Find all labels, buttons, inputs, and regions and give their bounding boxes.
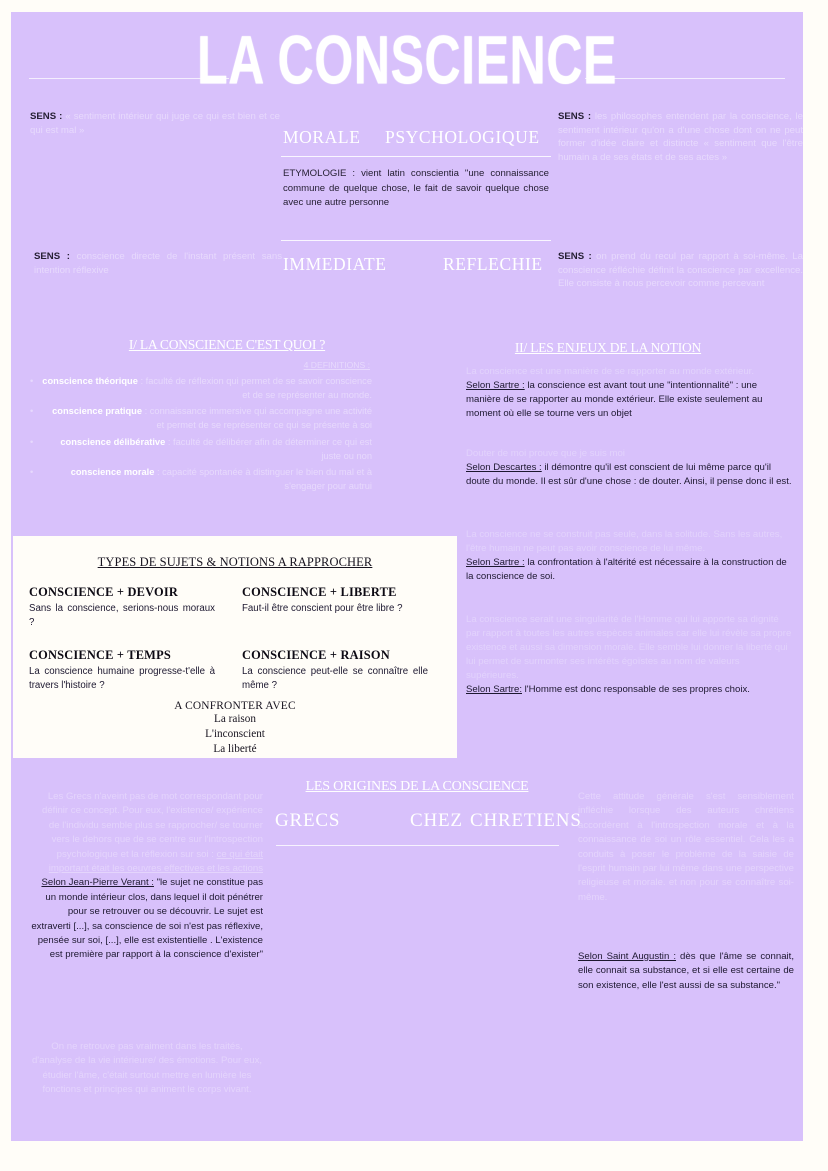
philosopher-citation: Selon Sartre : [466,557,525,568]
subject-body: La conscience peut-elle se connaître elle même ? [242,666,428,692]
definition-item [24,374,372,402]
subject-title: CONSCIENCE + LIBERTE [242,585,397,599]
center-rule-bottom [281,240,551,241]
definition-text: : faculté de délibérer afin de déterminer ce qui est juste ou non [165,436,372,461]
subject-body: Sans la conscience, serions-nous moraux ? [29,603,215,629]
definition-item [24,404,372,432]
paragraph-faded-intro: La conscience est une manière de se rapporter au monde extérieur. [466,366,754,377]
subject-conscience-devoir [29,585,215,630]
paragraph-faded-intro: La conscience ne se construit pas seule, dans la solitude. Sans les autres, l'être humain ne peut pas avoir conscience de lui même. [466,529,783,554]
definition-term: conscience théorique [42,376,138,386]
section2-paragraph-4 [466,613,792,697]
paragraph-faded-intro: Douter de moi prouve que je suis moi [466,448,625,459]
subject-body: La conscience humaine progresse-t'elle à travers l'histoire ? [29,666,215,692]
section2-heading: II/ LES ENJEUX DE LA NOTION [514,340,702,355]
subject-conscience-temps [29,648,215,693]
label-psychologique: PSYCHOLOGIQUE [385,127,540,147]
confronter-item-2: La liberté [213,742,257,755]
section2-paragraph-1 [466,365,792,421]
greeks-column [31,790,263,963]
philosopher-citation: Selon Jean-Pierre Verant : [41,877,154,889]
christians-faded-text: Cette attitude générale s'est sensiblement infléchie lorsque des auteurs chrétiens accordèrent à l'introspection morale et à la connaissance de soi un rôle essentiel. Cela les a conduits à poser le problème de la saisie de l'esprit humain par lui même dans une perspective religieuse et morale. et non pour se connaître soi-même. [578,791,794,903]
confronter-item-1: L'inconscient [205,727,265,740]
sens-morale-text: SENS : « sentiment intérieur qui juge ce qui est bien et ce qui est mal » [30,111,280,136]
subject-title: CONSCIENCE + TEMPS [29,648,171,662]
a-confronter-avec-block [13,700,457,756]
paragraph-body: la conscience est avant tout une "intentionnalité" : une manière de se rapporter au monde extérieur. Elle existe seulement au moment où elle se tourne vers un objet [466,380,763,419]
confronter-item-0: La raison [214,713,256,725]
section1-definition-list [24,374,372,495]
sens-lead: SENS : [558,111,592,122]
definition-text: : capacité spontanée à distinguer le bien du mal et à s'engager pour autrui [154,466,372,491]
sens-lead: SENS : [30,111,63,122]
origins-heading: LES ORIGINES DE LA CONSCIENCE [305,779,529,794]
subject-title: CONSCIENCE + RAISON [242,648,390,662]
section1-subheading: 4 DEFINITIONS : [303,360,370,370]
sens-immediate [34,250,282,277]
white-card-heading: TYPES DE SUJETS & NOTIONS A RAPPROCHER [97,555,373,569]
sens-reflechie [558,250,803,291]
definition-item [24,465,372,493]
section2-paragraph-2 [466,447,792,489]
philosopher-citation: Selon Sartre : [466,380,525,391]
title-banner [11,22,803,99]
paragraph-body: la confrontation à l'altérité est nécessaire à la construction de la conscience de soi. [466,557,787,582]
definition-text: : connaissance immersive qui accompagne une activité et permet de se représenter ce qui se présente à soi [142,406,372,431]
center-rule-top [281,156,551,157]
subject-title: CONSCIENCE + DEVOIR [29,585,178,599]
label-grecs: GRECS [275,810,341,831]
section1-heading: I/ LA CONSCIENCE C'EST QUOI ? [128,337,326,352]
paragraph-faded-intro: La conscience serait une singularité de l'Homme qui lui apporte sa dignité par rapport à toutes les autres espèces animales car elle lui révèle sa propre existence et aussi sa dimension morale. Elle semble lui donner la liberté qui lui permet de surmonter ses intérêts égoïstes au nom de valeurs supérieures. [466,614,792,681]
label-morale: MORALE [283,127,361,147]
definition-text: : faculté de réflexion qui permet de se savoir conscience et de se représenter au monde. [137,376,372,401]
sens-psychologique-text: SENS : les philosophes entendent par la conscience, le sentiment intérieur qu'on a d'une chose dont on ne peut former d'idée claire et distincte « sentiment que l'être humain a de ses états et de ses actes » [558,111,803,163]
label-reflechie: REFLECHIE [443,254,543,274]
paragraph-body: l'Homme est donc responsable de ses propres choix. [522,684,750,695]
greeks-quote-body: "le sujet ne constitue pas un monde intérieur clos, dans lequel il doit pénétrer pour se retrouver ou se découvrir. Le sujet est extraverti [...], sa conscience de soi n'est pas réflexive, pensée sur soi, [...], elle est existentielle . L'existence est première par rapport à la conscience d'exister" [31,877,263,961]
philosopher-citation: Selon Descartes : [466,462,542,473]
greeks-faded-underlined: ce qui était important était les oeuvres effectives et les actions [48,848,263,874]
christians-quote-body: dès que l'âme se connait, elle connait sa substance, et si elle est certaine de son existence, elle l'est aussi de sa substance." [578,951,794,991]
label-chretiens: CHRETIENS [470,810,582,831]
origins-rule [276,845,559,846]
definition-term: conscience pratique [52,406,143,417]
philosopher-citation: Selon Sartre: [466,684,522,695]
page-title: LA CONSCIENCE [197,22,617,99]
sens-reflechie-text: SENS : on prend du recul par rapport à soi-même. La conscience réfléchie définit la conscience par excellence. Elle consiste à nous percevoir comme percevant [558,251,803,290]
christians-quote [578,950,794,993]
sens-psychologique [558,110,803,164]
sens-immediate-text: SENS : conscience directe de l'instant présent sans intention réflexive [34,251,282,276]
subject-body: Faut-il être conscient pour être libre ? [242,603,403,614]
definition-term: conscience morale [70,466,155,477]
label-chez: CHEZ [410,810,463,831]
greeks-faded-intro: Les Grecs n'aveint pas de mot correspondant pour définir ce concept. Pour eux, l'existence/ expérience de l'individu semble plus se rapprocher/ se tourner vers le dehors que de se centre sur l'introspection psychologique et la réflexion sur soi : [41,791,263,860]
section2-paragraph-3 [466,528,792,584]
greeks-column-bottom: On ne retrouve pas vraiment dans les traités, d'analyse de la vie intérieure/ des émotions. Pour eux, étudier l'âme, c'était surtout mettre en lumière les fonctions et principes qui animent le corps vivant. [31,1041,263,1096]
etymologie-text: ETYMOLOGIE : vient latin conscientia "une connaissance commune de quelque chose, le fait de savoir quelque chose avec une autre personne [283,168,549,209]
sens-morale [30,110,280,137]
confronter-heading: A CONFRONTER AVEC [174,700,296,712]
sens-lead: SENS : [34,251,70,262]
definition-item [24,435,372,463]
sens-lead: SENS : [558,251,592,262]
philosopher-citation: Selon Saint Augustin : [578,951,676,962]
paragraph-body: il démontre qu'il est conscient de lui même parce qu'il doute du monde. Il est sûr d'une chose : de douter. Ainsi, il pense donc il est. [466,462,792,487]
definition-term: conscience délibérative [60,436,166,447]
label-immediate: IMMEDIATE [283,254,387,274]
subject-conscience-liberte [242,585,428,616]
christians-column [578,790,794,905]
subject-conscience-raison [242,648,428,693]
